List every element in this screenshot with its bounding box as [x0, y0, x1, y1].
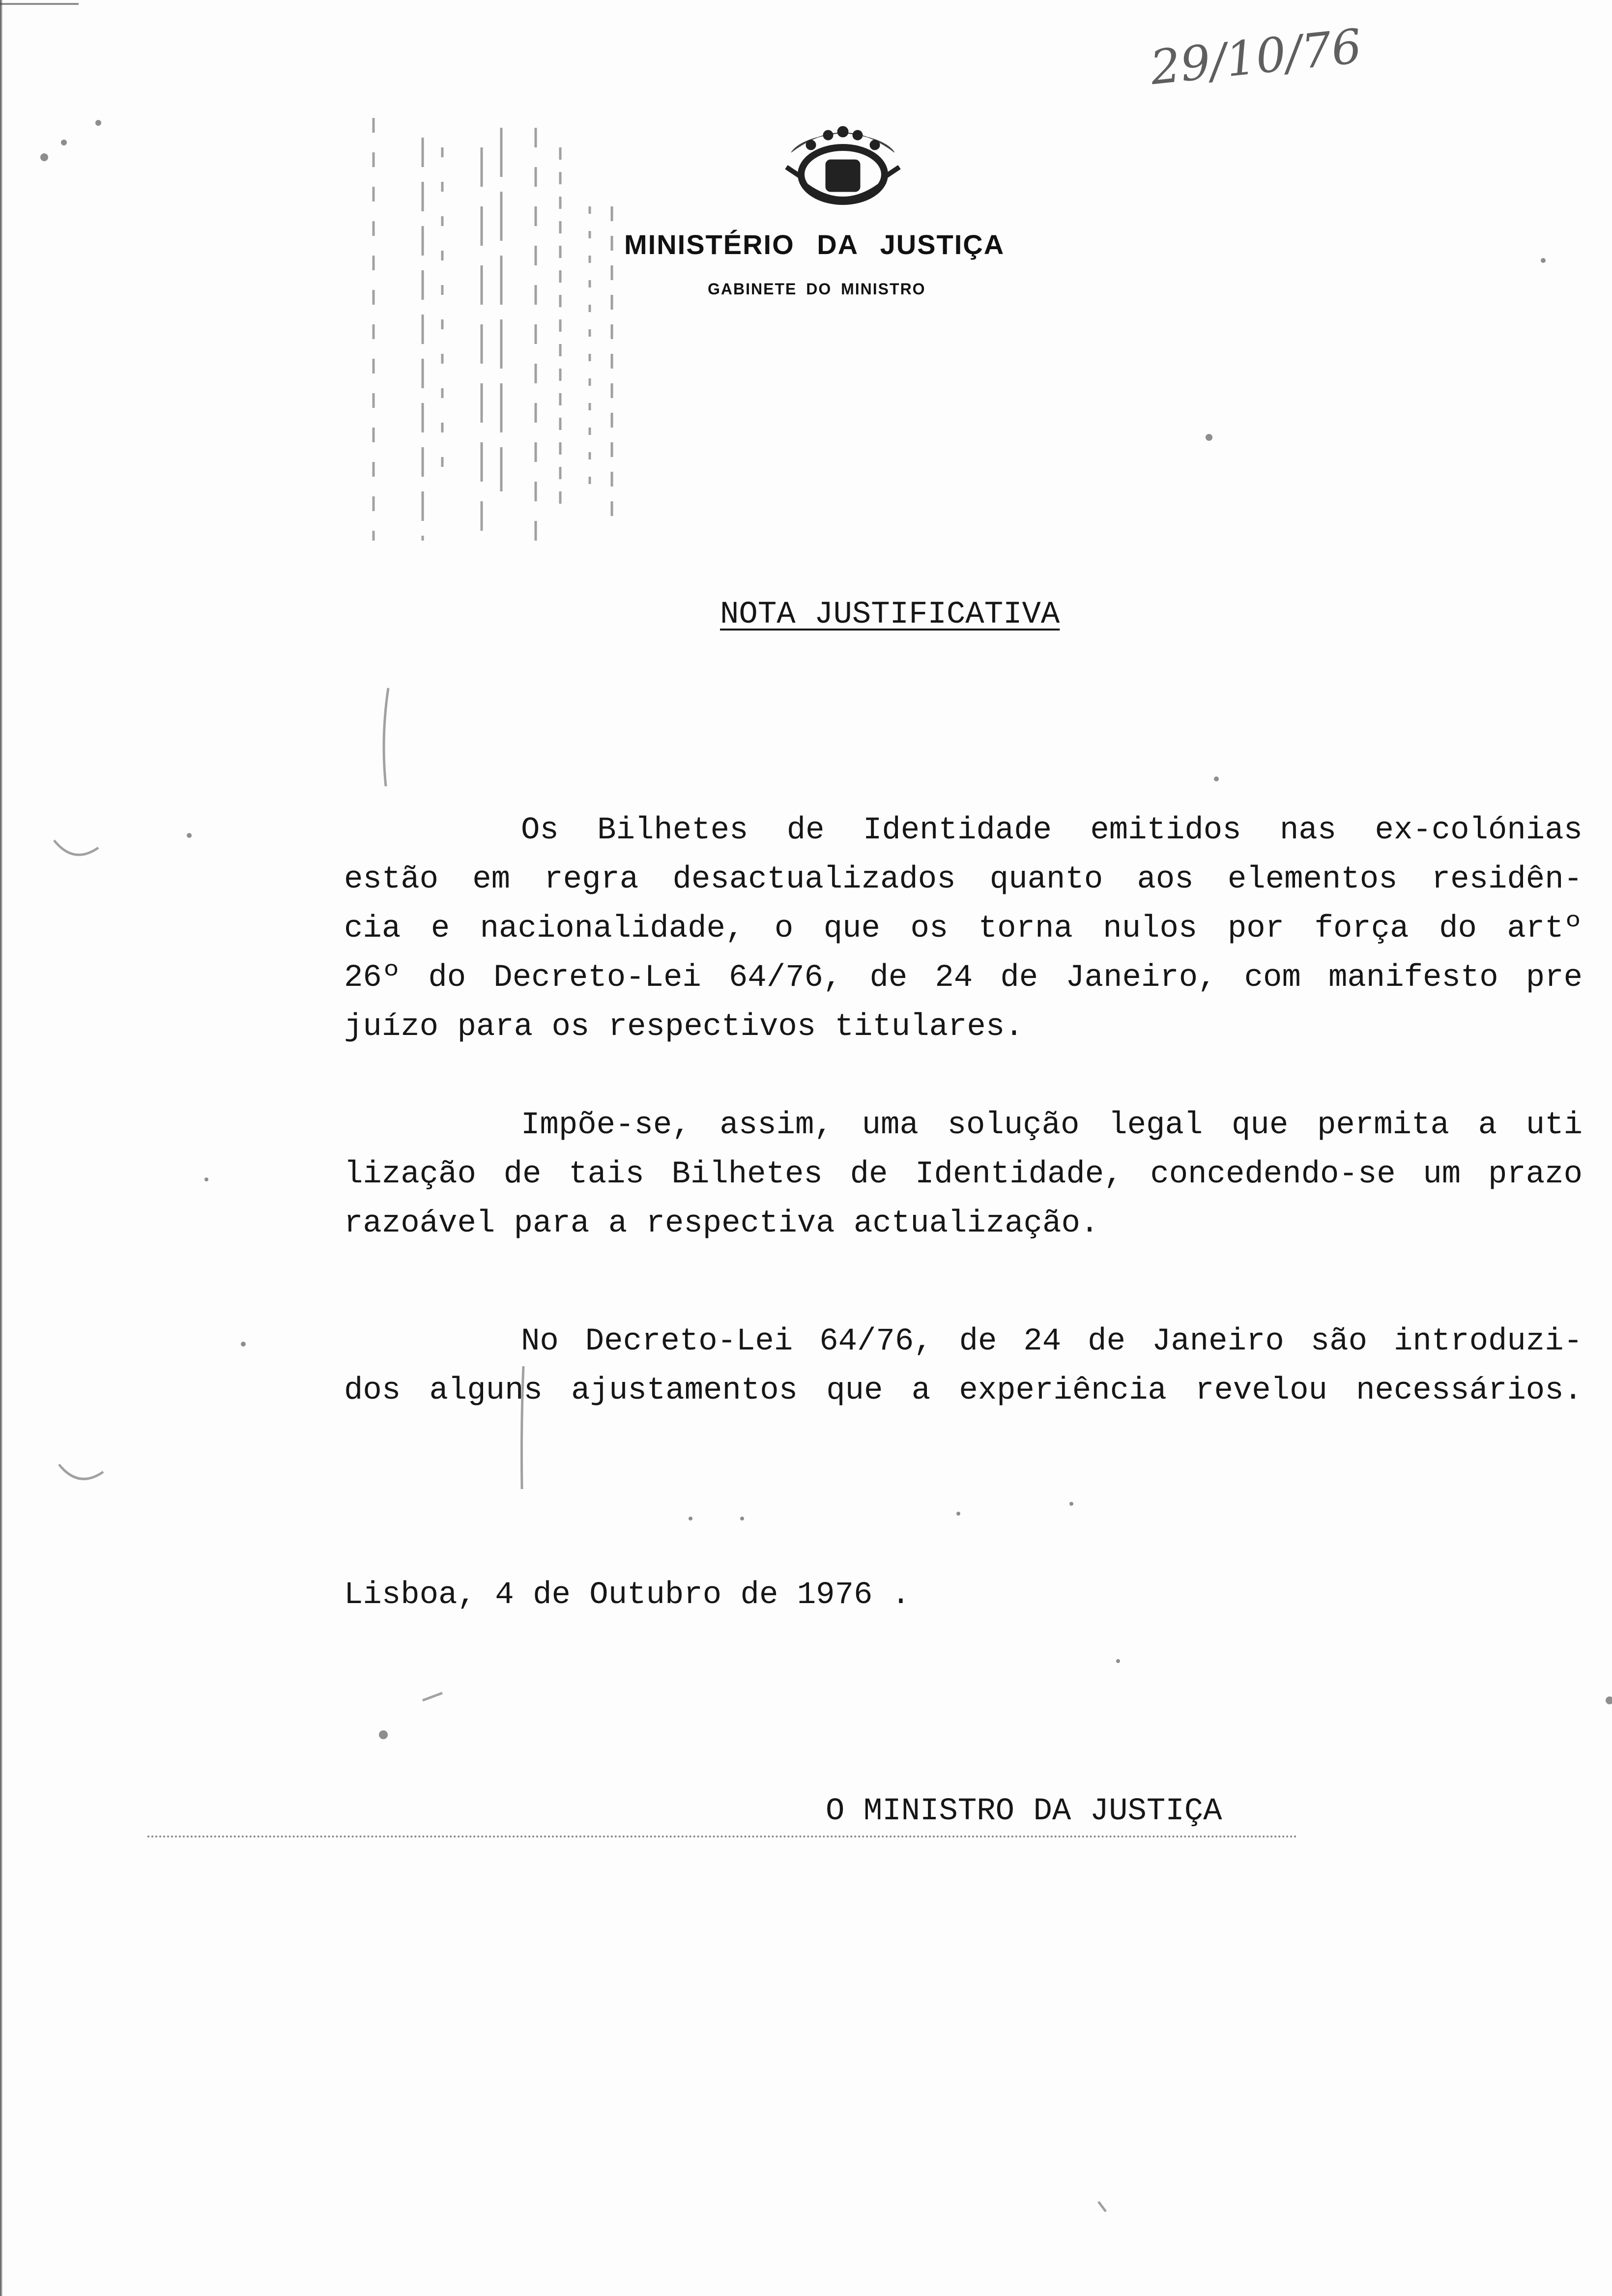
- paragraph-3-line: No Decreto-Lei 64/76, de 24 de Janeiro são introduzi-: [521, 1324, 1583, 1359]
- signature-block: O MINISTRO DA JUSTIÇA: [826, 1794, 1222, 1829]
- paragraph-1-line: juízo para os respectivos titulares.: [344, 1009, 1024, 1045]
- document-date: Lisboa, 4 de Outubro de 1976 .: [344, 1578, 911, 1613]
- handwritten-date-annotation: 29/10/76: [1148, 18, 1364, 96]
- paragraph-1-line: Os Bilhetes de Identidade emitidos nas ex-colónias: [521, 813, 1583, 848]
- ministry-header: MINISTÉRIO DA JUSTIÇA: [624, 229, 1005, 260]
- cabinet-subheader: GABINETE DO MINISTRO: [708, 280, 926, 298]
- document-title: NOTA JUSTIFICATIVA: [720, 597, 1060, 632]
- coat-of-arms-emblem: [772, 118, 914, 216]
- paragraph-1-line: estão em regra desactualizados quanto aos elementos residên-: [344, 862, 1583, 897]
- paragraph-2-line: lização de tais Bilhetes de Identidade, concedendo-se um prazo: [344, 1157, 1583, 1192]
- signature-line: [147, 1836, 1297, 1837]
- paragraph-2-line: Impõe-se, assim, uma solução legal que permita a uti: [521, 1108, 1583, 1143]
- paragraph-1-line: 26º do Decreto-Lei 64/76, de 24 de Janeiro, com manifesto pre: [344, 960, 1583, 996]
- paragraph-1-line: cia e nacionalidade, o que os torna nulos por força do artº: [344, 911, 1583, 947]
- paragraph-2-line: razoável para a respectiva actualização.: [344, 1206, 1099, 1241]
- paragraph-3-line: dos alguns ajustamentos que a experiência revelou necessários.: [344, 1373, 1583, 1408]
